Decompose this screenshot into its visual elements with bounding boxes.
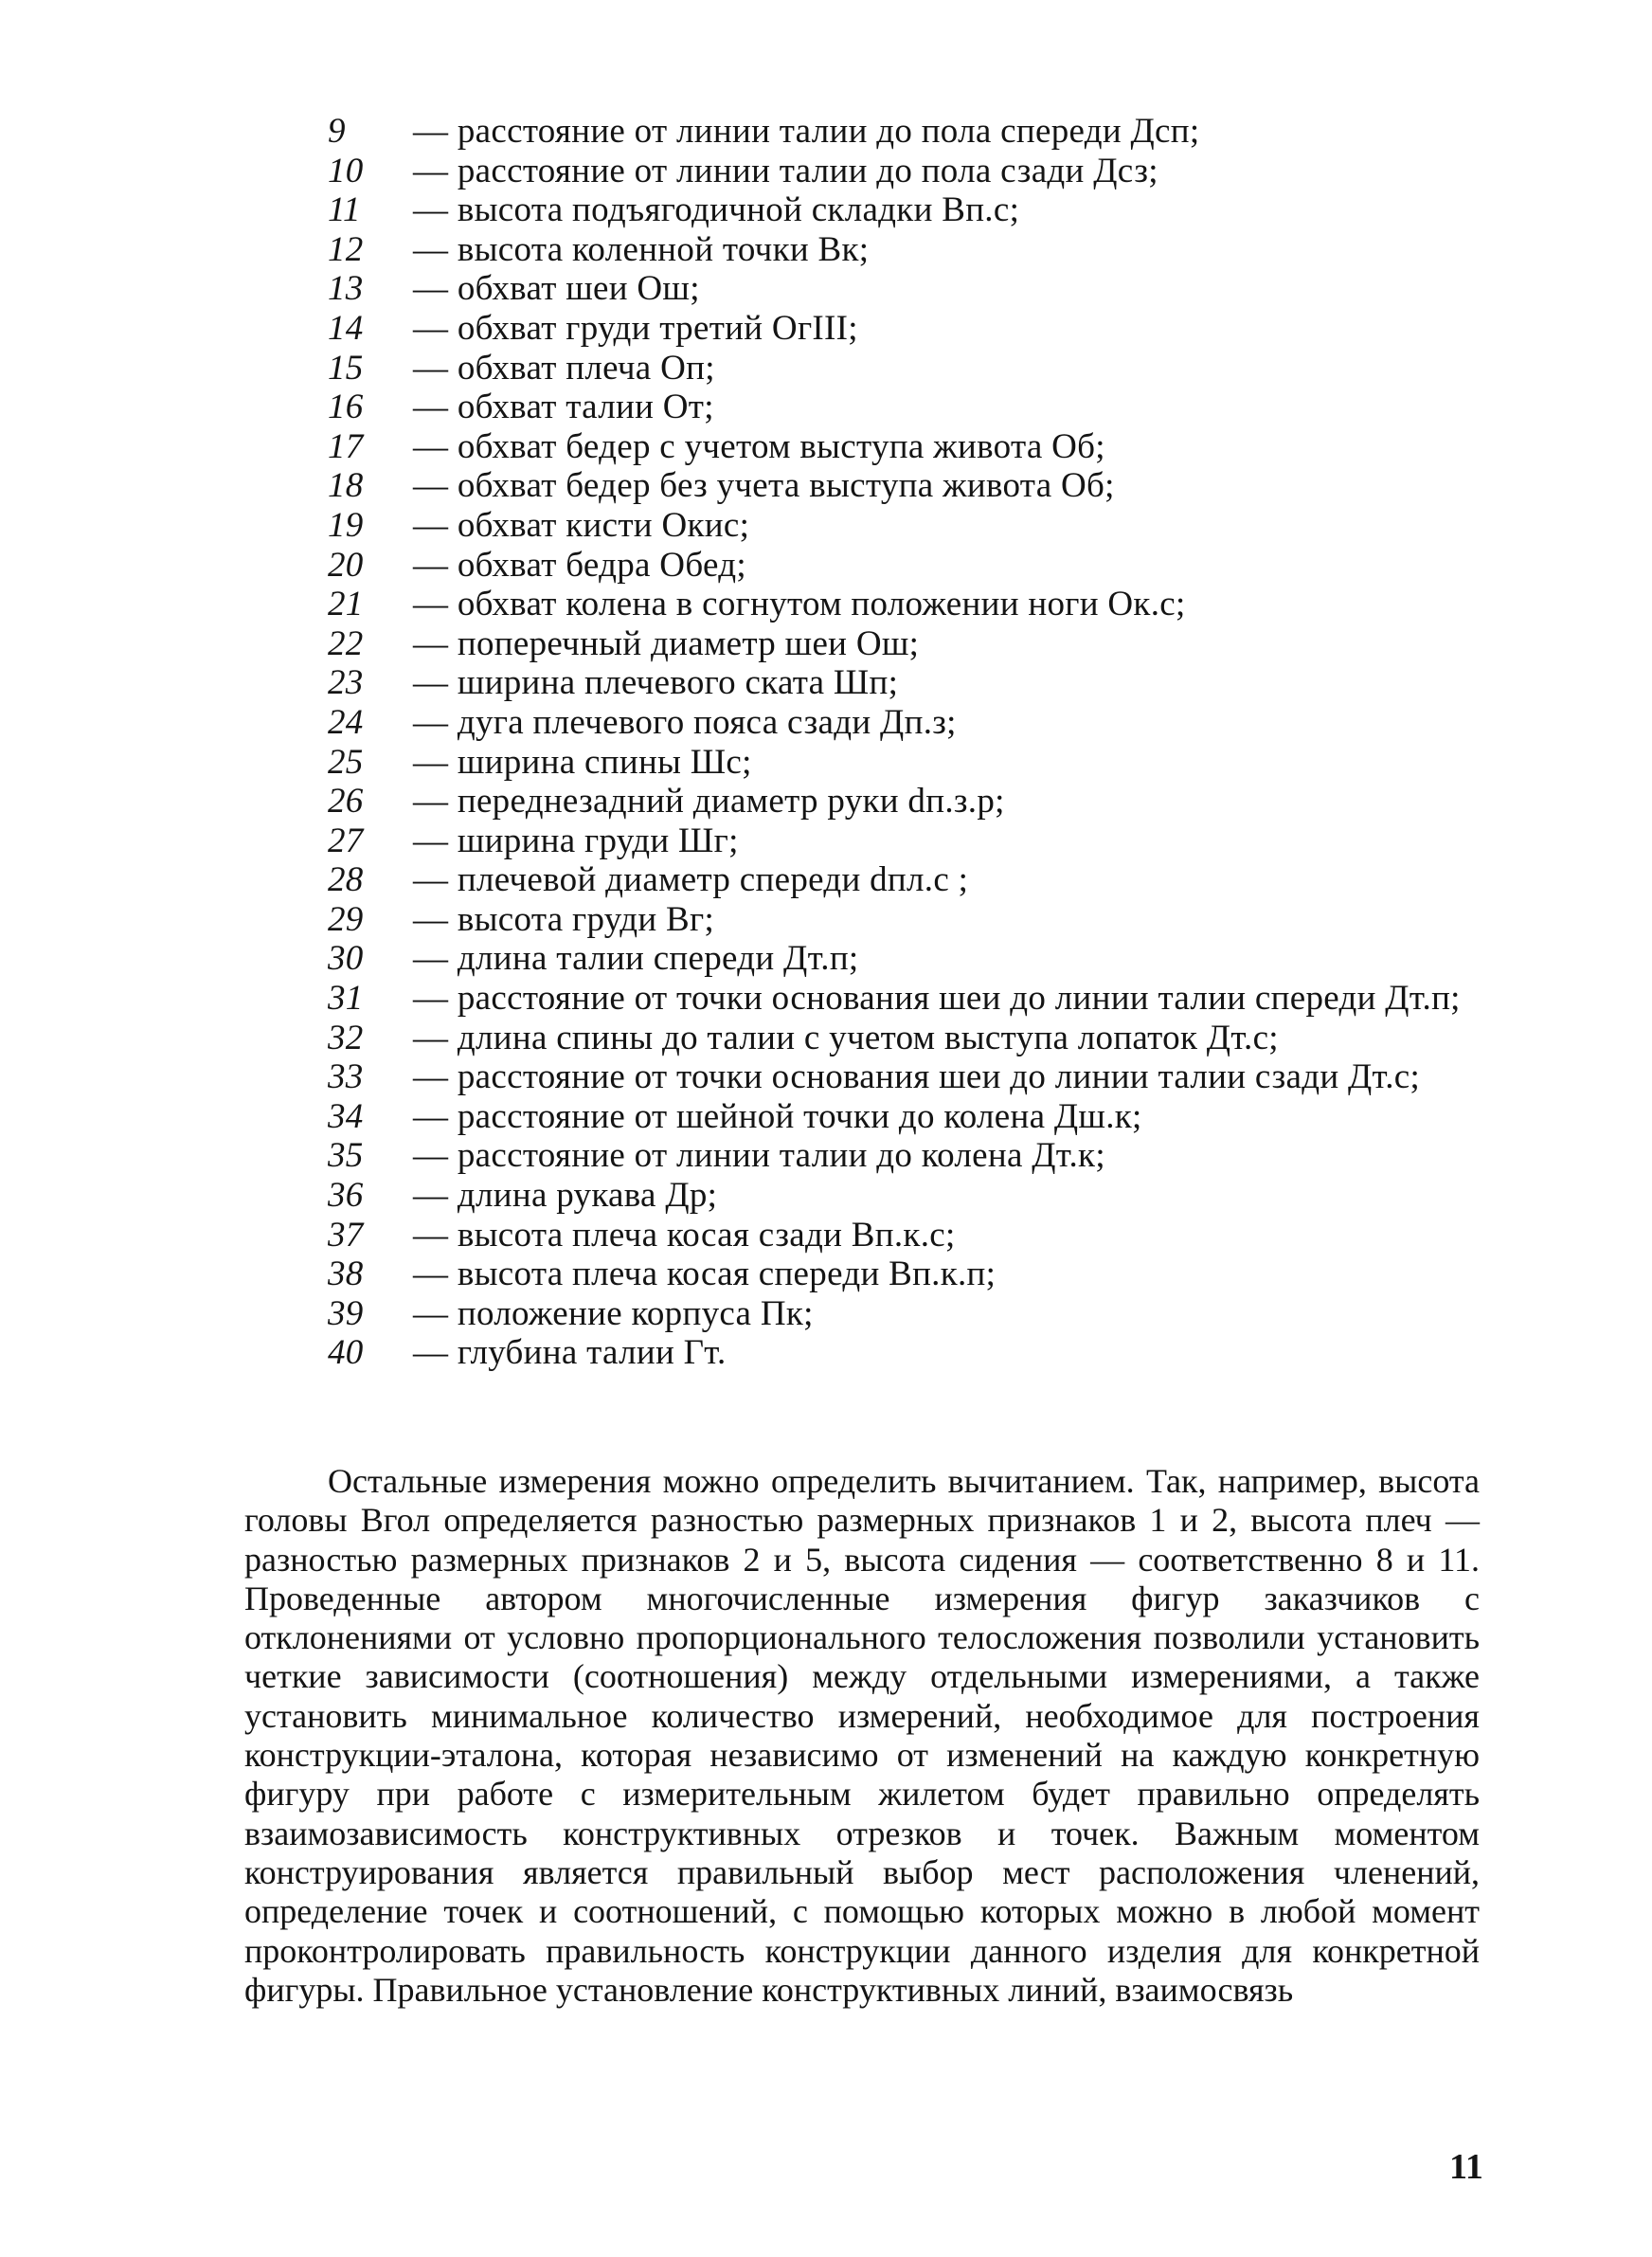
item-text: — расстояние от линии талии до пола спереди Дсп; xyxy=(413,112,1200,151)
list-item xyxy=(328,703,1476,743)
item-number: 37 xyxy=(328,1215,364,1255)
list-item xyxy=(328,939,1476,979)
list-item xyxy=(328,112,1476,152)
item-text: — переднезадний диаметр руки dп.з.р; xyxy=(413,782,1005,822)
item-text: — дуга плечевого пояса сзади Дп.з; xyxy=(413,702,957,742)
item-text: — ширина груди Шг; xyxy=(413,821,739,860)
item-number: 31 xyxy=(328,979,364,1019)
item-text: — обхват плеча Оп; xyxy=(413,348,715,388)
item-text: — расстояние от точки основания шеи до линии талии сзади Дт.с; xyxy=(413,1057,1421,1097)
item-number: 36 xyxy=(328,1176,364,1216)
item-text: — высота плеча косая сзади Вп.к.с; xyxy=(413,1215,956,1255)
list-item xyxy=(328,1176,1476,1216)
item-text: — расстояние от линии талии до колена Дт.к; xyxy=(413,1136,1105,1176)
item-text: — длина спины до талии с учетом выступа лопаток Дт.с; xyxy=(413,1018,1279,1057)
item-text: — расстояние от шейной точки до колена Дш.к; xyxy=(413,1096,1142,1136)
item-text: — положение корпуса Пк; xyxy=(413,1293,814,1333)
item-number: 26 xyxy=(328,782,364,822)
list-item xyxy=(328,152,1476,191)
item-text: — расстояние от линии талии до пола сзади Дсз; xyxy=(413,151,1158,190)
item-number: 39 xyxy=(328,1293,364,1333)
item-text: — глубина талии Гт. xyxy=(413,1333,727,1373)
list-item xyxy=(328,349,1476,388)
list-item xyxy=(328,230,1476,270)
item-number: 12 xyxy=(328,229,364,269)
item-text: — длина рукава Др; xyxy=(413,1176,718,1216)
list-item xyxy=(328,624,1476,664)
item-text: — ширина плечевого ската Шп; xyxy=(413,663,899,703)
item-number: 9 xyxy=(328,112,346,151)
item-number: 11 xyxy=(328,190,361,230)
item-text: — поперечный диаметр шеи Ош; xyxy=(413,623,920,663)
item-number: 17 xyxy=(328,426,364,466)
item-text: — обхват бедер с учетом выступа живота Об; xyxy=(413,426,1105,466)
item-text: — обхват колена в согнутом положении ноги Ок.с; xyxy=(413,585,1186,624)
list-item xyxy=(328,663,1476,703)
item-number: 25 xyxy=(328,742,364,782)
item-number: 33 xyxy=(328,1057,364,1097)
item-number: 34 xyxy=(328,1096,364,1136)
item-text: — высота груди Вг; xyxy=(413,899,715,939)
list-item xyxy=(328,585,1476,624)
item-number: 32 xyxy=(328,1018,364,1057)
item-text: — обхват бедра Обед; xyxy=(413,545,746,585)
item-text: — плечевой диаметр спереди dпл.с ; xyxy=(413,860,969,900)
list-item xyxy=(328,782,1476,822)
item-text: — высота подъягодичной складки Вп.с; xyxy=(413,190,1020,230)
list-item xyxy=(328,822,1476,861)
list-item xyxy=(328,1057,1476,1097)
item-text: — ширина спины Шс; xyxy=(413,742,752,782)
list-item xyxy=(328,1255,1476,1294)
list-item xyxy=(328,190,1476,230)
list-item xyxy=(328,466,1476,506)
item-text: — обхват талии От; xyxy=(413,388,714,427)
item-number: 38 xyxy=(328,1255,364,1294)
item-text: — расстояние от точки основания шеи до линии талии спереди Дт.п; xyxy=(413,979,1461,1019)
item-number: 27 xyxy=(328,821,364,860)
list-item xyxy=(328,427,1476,467)
item-number: 18 xyxy=(328,466,364,506)
list-item xyxy=(328,388,1476,427)
item-text: — обхват шеи Ош; xyxy=(413,269,700,309)
item-number: 13 xyxy=(328,269,364,309)
item-number: 35 xyxy=(328,1136,364,1176)
list-item xyxy=(328,546,1476,586)
item-number: 24 xyxy=(328,702,364,742)
list-item xyxy=(328,900,1476,940)
item-number: 29 xyxy=(328,899,364,939)
item-number: 16 xyxy=(328,388,364,427)
item-number: 40 xyxy=(328,1333,364,1373)
page-number: 11 xyxy=(1449,2147,1483,2187)
list-item xyxy=(328,979,1476,1019)
item-text: — обхват груди третий ОгIII; xyxy=(413,308,858,348)
list-item xyxy=(328,1019,1476,1058)
list-item xyxy=(328,309,1476,349)
list-item xyxy=(328,1333,1476,1373)
item-number: 10 xyxy=(328,151,364,190)
body-paragraph: Остальные измерения можно определить вычитанием. Так, например, высота головы Вгол определяется разностью размерных признаков 1 и 2, высота плеч — разностью размерных признаков 2 и 5, высота сидения — соответственно 8 и 11. Проведенные автором многочисленные измерения фигур заказчиков с отклонениями от условно пропорционального телосложения позволили установить четкие зависимости (соотношения) между отдельными измерениями, а также установить минимальное количество измерений, необходимое для построения конструкции-эталона, которая независимо от изменений на каждую конкретную фигуру при работе с измерительным жилетом будет правильно определять взаимозависимость конструктивных отрезков и точек. Важным моментом конструирования является правильный выбор мест расположения членений, определение точек и соотношений, с помощью которых можно в любой момент проконтролировать правильность конструкции данного изделия для конкретной фигуры. Правильное установление конструктивных линий, взаимосвязь xyxy=(244,1462,1480,2009)
list-item xyxy=(328,1097,1476,1137)
list-item xyxy=(328,506,1476,546)
list-item xyxy=(328,1136,1476,1176)
item-text: — обхват кисти Окис; xyxy=(413,505,750,545)
list-item xyxy=(328,860,1476,900)
list-item xyxy=(328,1294,1476,1334)
item-number: 23 xyxy=(328,663,364,703)
item-number: 14 xyxy=(328,308,364,348)
item-number: 19 xyxy=(328,505,364,545)
item-number: 21 xyxy=(328,585,364,624)
item-text: — обхват бедер без учета выступа живота Об; xyxy=(413,466,1115,506)
item-number: 20 xyxy=(328,545,364,585)
list-item xyxy=(328,1216,1476,1255)
item-number: 28 xyxy=(328,860,364,900)
item-text: — высота плеча косая спереди Вп.к.п; xyxy=(413,1255,997,1294)
item-text: — высота коленной точки Вк; xyxy=(413,229,870,269)
measurement-list xyxy=(328,112,1476,1373)
list-item xyxy=(328,269,1476,309)
item-number: 22 xyxy=(328,623,364,663)
item-number: 30 xyxy=(328,939,364,979)
item-text: — длина талии спереди Дт.п; xyxy=(413,939,859,979)
item-number: 15 xyxy=(328,348,364,388)
list-item xyxy=(328,743,1476,783)
